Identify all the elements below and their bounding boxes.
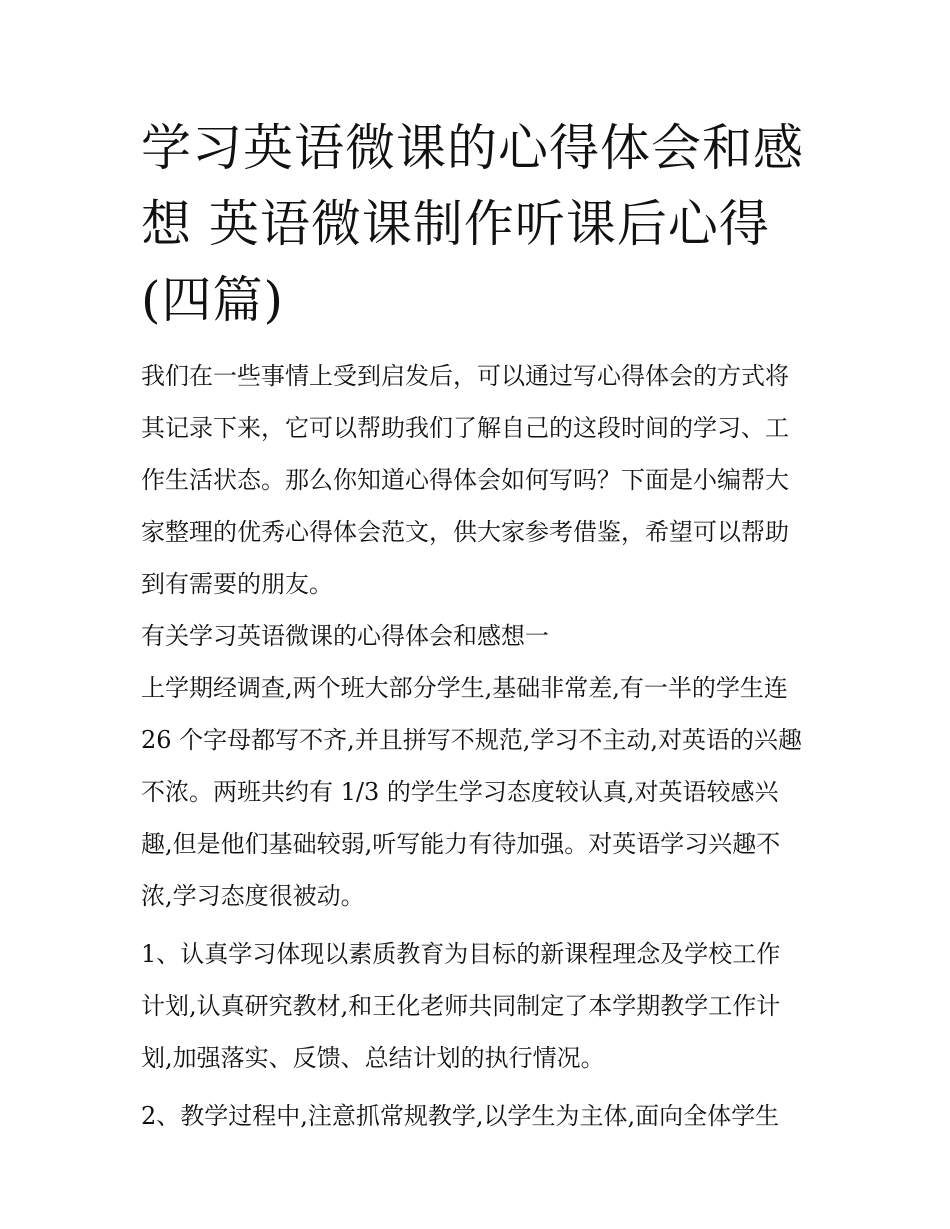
list-item-2: 2、教学过程中,注意抓常规教学,以学生为主体,面向全体学生: [141, 1102, 780, 1130]
list-item-1: 1、认真学习体现以素质教育为目标的新课程理念及学校工作 计划,认真研究教材,和王化老师共同制定了本学期教学工作计 划,加强落实、反馈、总结计划的执行情况。: [141, 940, 781, 1072]
document-title: 学习英语微课的心得体会和感 想 英语微课制作听课后心得 (四篇): [141, 119, 804, 329]
document-page: [141, 110, 821, 1142]
section-heading: 有关学习英语微课的心得体会和感想一: [141, 622, 549, 650]
intro-paragraph: 我们在一些事情上受到启发后，可以通过写心得体会的方式将 其记录下来，它可以帮助我们了解自己的这段时间的学习、工 作生活状态。那么你知道心得体会如何写吗？下面是小编帮大 家整理的优秀心得体会范文，供大家参考借鉴，希望可以帮助 到有需要的朋友。: [141, 362, 789, 598]
body-paragraph: 上学期经调查,两个班大部分学生,基础非常差,有一半的学生连 26 个字母都写不齐,并且拼写不规范,学习不主动,对英语的兴趣 不浓。两班共约有 1/3 的学生学习态度较认真,对英语较感兴 趣,但是他们基础较弱,听写能力有待加强。对英语学习兴趣不 浓,学习态度很被动。: [141, 674, 803, 910]
